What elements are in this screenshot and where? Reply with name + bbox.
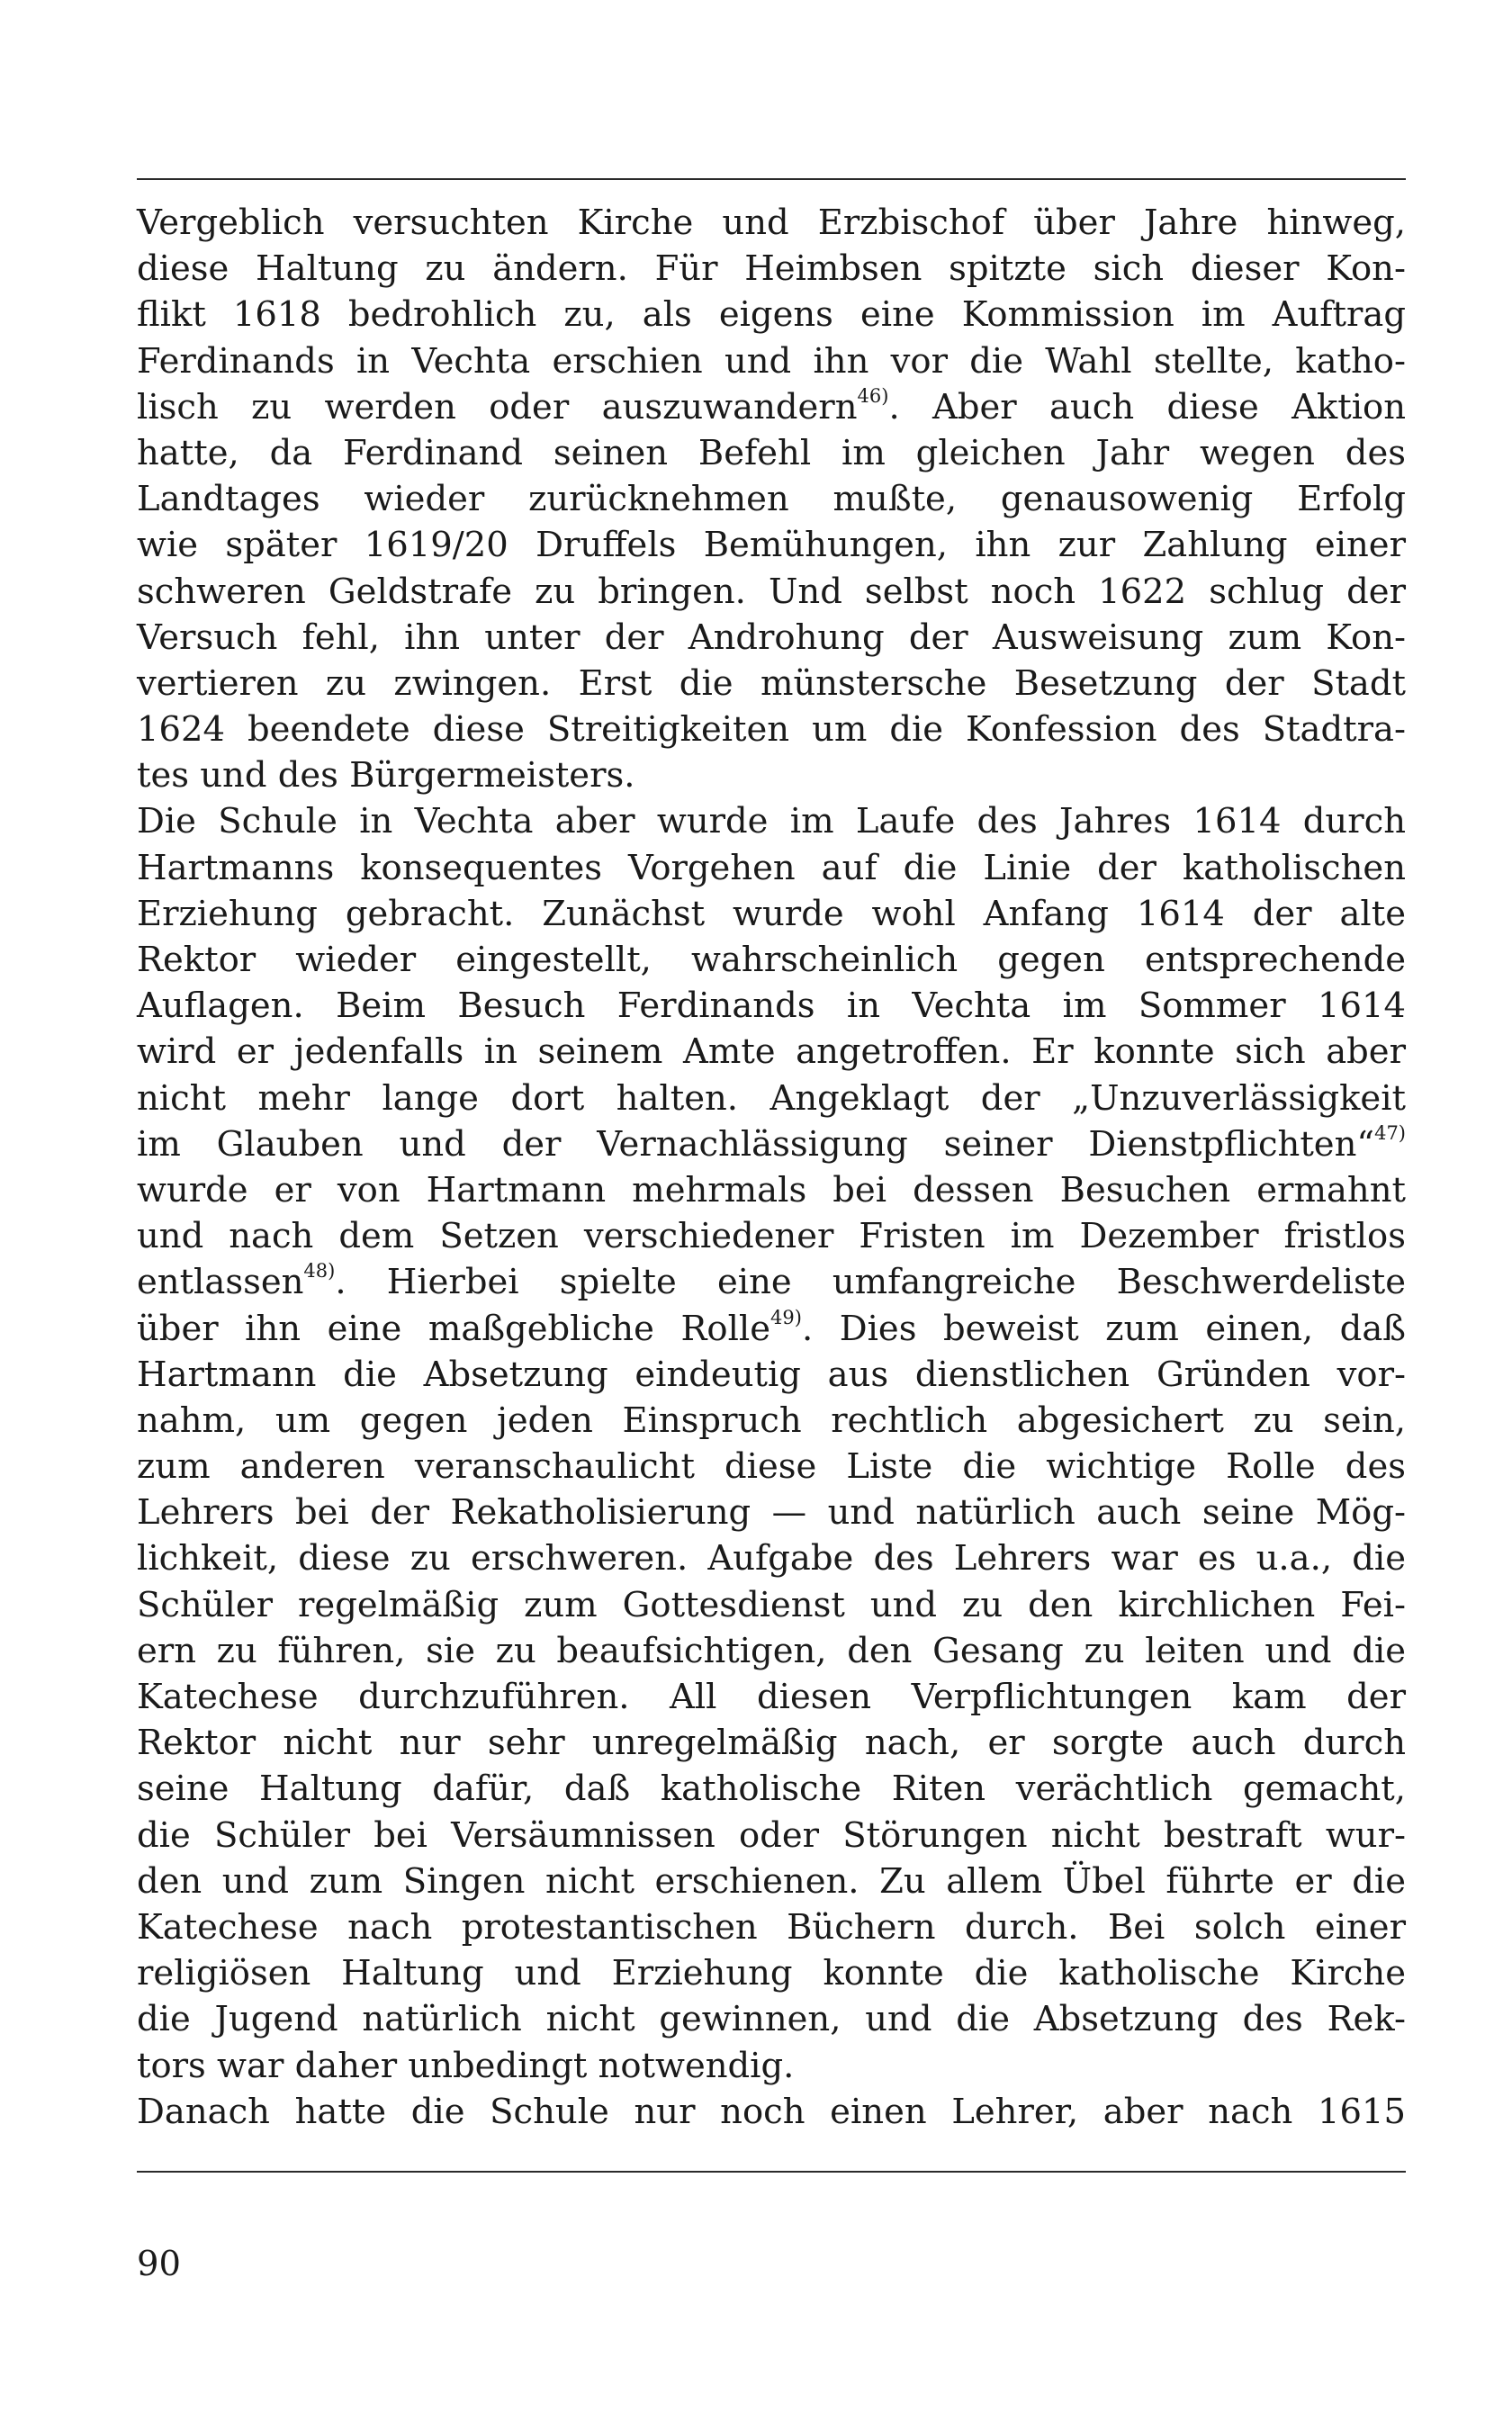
text-line <box>137 246 1406 292</box>
line-text: hatte, da Ferdinand seinen Befehl im gleichen Jahr wegen des <box>137 432 1406 473</box>
line-text: Danach hatte die Schule nur noch einen Lehrer, aber nach 1615 <box>137 2091 1406 2132</box>
text-line <box>137 615 1406 661</box>
line-text: Rektor nicht nur sehr unregelmäßig nach, er sorgte auch durch <box>137 1723 1406 1764</box>
line-text: und nach dem Setzen verschiedener Fristen im Dezember fristlos <box>137 1216 1406 1257</box>
line-text: diese Haltung zu ändern. Für Heimbsen spitzte sich dieser Kon- <box>137 248 1406 290</box>
text-line <box>137 798 1406 844</box>
text-line <box>137 522 1406 568</box>
text-line <box>137 1766 1406 1812</box>
line-text: nicht mehr lange dort halten. Angeklagt der „Unzuverlässigkeit <box>137 1077 1406 1119</box>
line-text: die Jugend natürlich nicht gewinnen, und die Absetzung des Rek- <box>137 1999 1406 2040</box>
line-text: lichkeit, diese zu erschweren. Aufgabe des Lehrers war es u.a., die <box>137 1538 1406 1580</box>
footnote-marker: 46) <box>857 384 889 407</box>
line-text: Versuch fehl, ihn unter der Androhung der Ausweisung zum Kon- <box>137 616 1406 658</box>
text-line <box>137 1674 1406 1720</box>
text-line <box>137 1950 1406 1996</box>
text-line <box>137 937 1406 983</box>
line-text: Auflagen. Beim Besuch Ferdinands in Vechta im Sommer 1614 <box>137 986 1406 1027</box>
text-line <box>137 752 1406 798</box>
text-line <box>137 1720 1406 1766</box>
line-text: schweren Geldstrafe zu bringen. Und selbst noch 1622 schlug der <box>137 571 1406 612</box>
bottom-rule <box>137 2171 1406 2173</box>
body-text <box>137 200 1406 2135</box>
line-text: wurde er von Hartmann mehrmals bei dessen Besuchen ermahnt <box>137 1169 1406 1210</box>
line-text: zum anderen veranschaulicht diese Liste die wichtige Rolle des <box>137 1446 1406 1488</box>
line-text: entlassen <box>137 1262 304 1303</box>
text-line <box>137 1167 1406 1213</box>
line-text: tors war daher unbedingt notwendig. <box>137 2045 795 2086</box>
text-line <box>137 569 1406 615</box>
text-line <box>137 476 1406 522</box>
top-rule <box>137 178 1406 180</box>
line-text: über ihn eine maßgebliche Rolle <box>137 1308 771 1349</box>
text-line <box>137 2043 1406 2089</box>
line-text: Landtages wieder zurücknehmen mußte, genausowenig Erfolg <box>137 479 1406 520</box>
footnote-marker: 49) <box>770 1306 802 1328</box>
text-line <box>137 1904 1406 1950</box>
line-text: 1624 beendete diese Streitigkeiten um die Konfession des Stadtra- <box>137 709 1406 751</box>
line-text: wird er jedenfalls in seinem Amte angetroffen. Er konnte sich aber <box>137 1031 1406 1073</box>
line-text: die Schüler bei Versäumnissen oder Störungen nicht bestraft wur- <box>137 1814 1406 1856</box>
line-text: religiösen Haltung und Erziehung konnte die katholische Kirche <box>137 1953 1406 1994</box>
line-text-continuation: . Aber auch diese Aktion <box>888 386 1406 428</box>
text-line <box>137 2089 1406 2135</box>
line-text: Katechese durchzuführen. All diesen Verpflichtungen kam der <box>137 1677 1406 1717</box>
text-line <box>137 292 1406 338</box>
line-text: Vergeblich versuchten Kirche und Erzbischof über Jahre hinweg, <box>137 202 1406 243</box>
line-text-continuation: . Hierbei spielte eine umfangreiche Beschwerdeliste <box>335 1262 1406 1303</box>
line-text: Erziehung gebracht. Zunächst wurde wohl Anfang 1614 der alte <box>137 893 1406 934</box>
line-text: Katechese nach protestantischen Büchern durch. Bei solch einer <box>137 1906 1406 1948</box>
text-line <box>137 1121 1406 1167</box>
text-line <box>137 1029 1406 1075</box>
text-line <box>137 1813 1406 1858</box>
text-line <box>137 1628 1406 1674</box>
line-text: Schüler regelmäßig zum Gottesdienst und zu den kirchlichen Fei- <box>137 1584 1406 1625</box>
text-line <box>137 1259 1406 1305</box>
text-line <box>137 1582 1406 1628</box>
text-line <box>137 706 1406 752</box>
text-line <box>137 891 1406 937</box>
text-line <box>137 1858 1406 1904</box>
line-text: vertieren zu zwingen. Erst die münstersche Besetzung der Stadt <box>137 662 1406 704</box>
line-text: den und zum Singen nicht erschienen. Zu allem Übel führte er die <box>137 1860 1406 1902</box>
text-line <box>137 338 1406 384</box>
text-line <box>137 384 1406 430</box>
text-line <box>137 1306 1406 1352</box>
text-line <box>137 1076 1406 1121</box>
line-text: seine Haltung dafür, daß katholische Riten verächtlich gemacht, <box>137 1768 1406 1810</box>
line-text: Lehrers bei der Rekatholisierung — und natürlich auch seine Mög- <box>137 1492 1406 1534</box>
footnote-marker: 48) <box>303 1260 336 1282</box>
line-text: tes und des Bürgermeisters. <box>137 755 635 796</box>
text-line <box>137 1213 1406 1259</box>
text-line <box>137 1444 1406 1490</box>
line-text: Die Schule in Vechta aber wurde im Laufe des Jahres 1614 durch <box>137 801 1406 842</box>
text-line <box>137 430 1406 476</box>
page-number: 90 <box>137 2244 181 2284</box>
line-text: Hartmann die Absetzung eindeutig aus dienstlichen Gründen vor- <box>137 1354 1406 1395</box>
line-text: ern zu führen, sie zu beaufsichtigen, den Gesang zu leiten und die <box>137 1630 1406 1671</box>
line-text: Ferdinands in Vechta erschien und ihn vor die Wahl stellte, katho- <box>137 340 1406 382</box>
line-text: nahm, um gegen jeden Einspruch rechtlich abgesichert zu sein, <box>137 1400 1406 1441</box>
text-line <box>137 661 1406 706</box>
footnote-marker: 47) <box>1374 1121 1406 1144</box>
line-text: Hartmanns konsequentes Vorgehen auf die Linie der katholischen <box>137 847 1406 888</box>
line-text: wie später 1619/20 Druffels Bemühungen, ihn zur Zahlung einer <box>137 525 1406 566</box>
text-line <box>137 1352 1406 1398</box>
line-text: im Glauben und der Vernachlässigung seiner Dienstpflichten“ <box>137 1123 1375 1165</box>
line-text-continuation: . Dies beweist zum einen, daß <box>801 1308 1406 1349</box>
line-text: lisch zu werden oder auszuwandern <box>137 386 858 428</box>
text-line <box>137 1996 1406 2042</box>
text-line <box>137 200 1406 246</box>
line-text: Rektor wieder eingestellt, wahrscheinlich gegen entsprechende <box>137 940 1406 980</box>
text-line <box>137 1490 1406 1535</box>
text-line <box>137 1535 1406 1581</box>
text-line <box>137 1398 1406 1444</box>
line-text: flikt 1618 bedrohlich zu, als eigens eine Kommission im Auftrag <box>137 294 1406 336</box>
text-line <box>137 845 1406 891</box>
text-line <box>137 983 1406 1029</box>
